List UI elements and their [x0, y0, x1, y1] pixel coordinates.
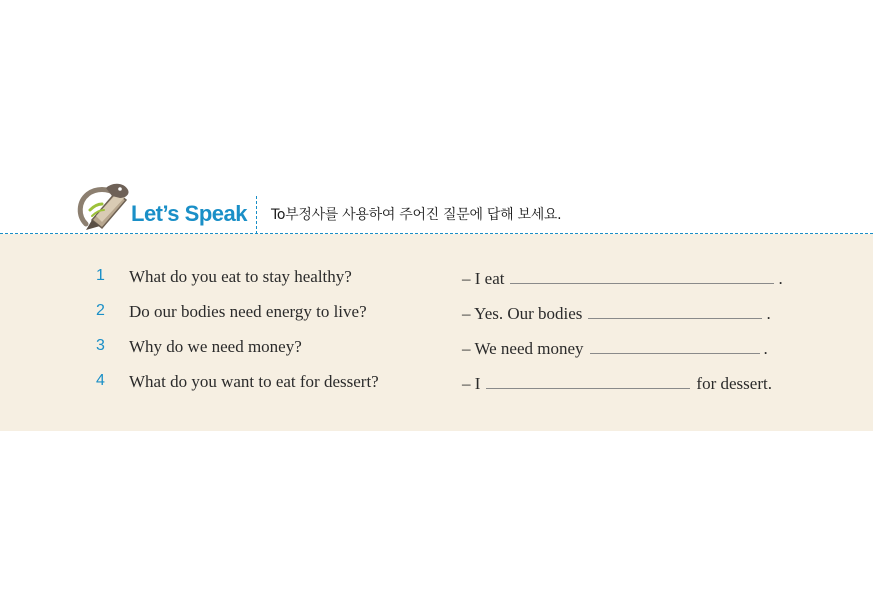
exercise-row: [0, 302, 873, 326]
exercise-answer: [462, 267, 783, 289]
instruction-text: To부정사를 사용하여 주어진 질문에 답해 보세요.: [271, 207, 562, 223]
exercise-number: 4: [96, 372, 105, 389]
answer-suffix: .: [763, 339, 768, 358]
exercise-row: [0, 267, 873, 291]
answer-prefix: – I: [462, 374, 481, 393]
exercise-question: What do you eat to stay healthy?: [129, 267, 352, 286]
exercise-number: 1: [96, 267, 105, 284]
answer-suffix: .: [778, 269, 783, 288]
exercise-question: What do you want to eat for dessert?: [129, 372, 379, 391]
exercise-number: 2: [96, 302, 105, 319]
pencil-bird-icon: [76, 180, 132, 232]
answer-blank[interactable]: [588, 302, 762, 319]
answer-blank[interactable]: [590, 337, 760, 354]
answer-suffix: .: [766, 304, 771, 323]
answer-prefix: – We need money: [462, 339, 584, 358]
section-title: Let’s Speak: [131, 201, 247, 226]
exercise-row: [0, 372, 873, 396]
exercise-question: Do our bodies need energy to live?: [129, 302, 367, 321]
answer-prefix: – I eat: [462, 269, 505, 288]
exercise-question: Why do we need money?: [129, 337, 302, 356]
section-header: [0, 178, 873, 236]
exercise-row: [0, 337, 873, 361]
answer-suffix: for dessert.: [696, 374, 772, 393]
title-divider: [256, 196, 257, 234]
exercise-answer: [462, 302, 771, 324]
answer-blank[interactable]: [510, 267, 774, 284]
exercise-panel: [0, 234, 873, 431]
answer-prefix: – Yes. Our bodies: [462, 304, 583, 323]
exercise-answer: [462, 337, 768, 359]
exercise-answer: [462, 372, 772, 394]
exercise-number: 3: [96, 337, 105, 354]
answer-blank[interactable]: [486, 372, 690, 389]
